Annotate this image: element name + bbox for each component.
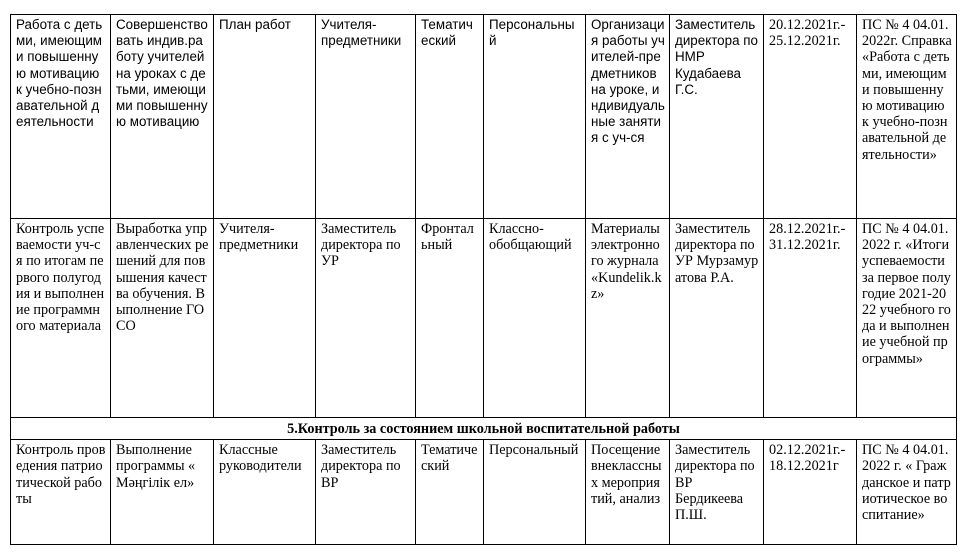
form-cell: Классно-обобщающий [484,219,586,418]
responsible-cell: Заместитель директора по УР Мурзамуратова Р.А. [670,219,764,418]
table-row [11,15,957,219]
object-cell: Учителя-предметники [214,219,316,418]
table-row [11,440,957,545]
responsible-cell: Заместитель директора по ВР Бердикеева П.Ш. [670,440,764,545]
object-cell: План работ [214,15,316,219]
section-header-row [11,418,957,440]
goal-cell: Совершенствовать индив.работу учителей на уроках с детьми, имеющими повышенную мотивацию [111,15,214,219]
form-cell: Персональный [484,15,586,219]
control-plan-table [10,14,957,545]
subject-cell: Заместитель директора по УР [316,219,416,418]
type-cell: Фронтальный [416,219,484,418]
type-cell: Тематический [416,15,484,219]
subject-cell: Заместитель директора по ВР [316,440,416,545]
dates-cell: 20.12.2021г.-25.12.2021г. [764,15,857,219]
goal-cell: Выполнение программы « Мәңгілік ел» [111,440,214,545]
subject-cell: Учителя-предметники [316,15,416,219]
responsible-cell: Заместитель директора по НМР Кудабаева Г.С. [670,15,764,219]
object-cell: Классные руководители [214,440,316,545]
table-row [11,219,957,418]
section-title: 5.Контроль за состоянием школьной воспитательной работы [11,418,957,440]
goal-cell: Выработка управленческих решений для повышения качества обучения. Выполнение ГОСО [111,219,214,418]
methods-cell: Организация работы учителей-предметников на уроке, индивидуальные занятия с уч-ся [586,15,670,219]
result-cell: ПС № 4 04.01.2022 г. «Итоги успеваемости за первое полугодие 2021-2022 учебного года и выполнение учебной программы» [857,219,957,418]
type-cell: Тематический [416,440,484,545]
topic-cell: Контроль проведения патриотической работы [11,440,111,545]
methods-cell: Материалы электронного журнала «Kundelik.kz» [586,219,670,418]
topic-cell: Контроль успеваемости уч-ся по итогам первого полугодия и выполнение программного материала [11,219,111,418]
result-cell: ПС № 4 04.01.2022г. Справка «Работа с детьми, имеющими повышенную мотивацию к учебно-познавательной деятельности» [857,15,957,219]
dates-cell: 28.12.2021г.-31.12.2021г. [764,219,857,418]
result-cell: ПС № 4 04.01.2022 г. « Гражданское и патриотическое воспитание» [857,440,957,545]
form-cell: Персональный [484,440,586,545]
topic-cell: Работа с детьми, имеющими повышенную мотивацию к учебно-познавательной деятельности [11,15,111,219]
methods-cell: Посещение внеклассных мероприятий, анализ [586,440,670,545]
dates-cell: 02.12.2021г.-18.12.2021г [764,440,857,545]
